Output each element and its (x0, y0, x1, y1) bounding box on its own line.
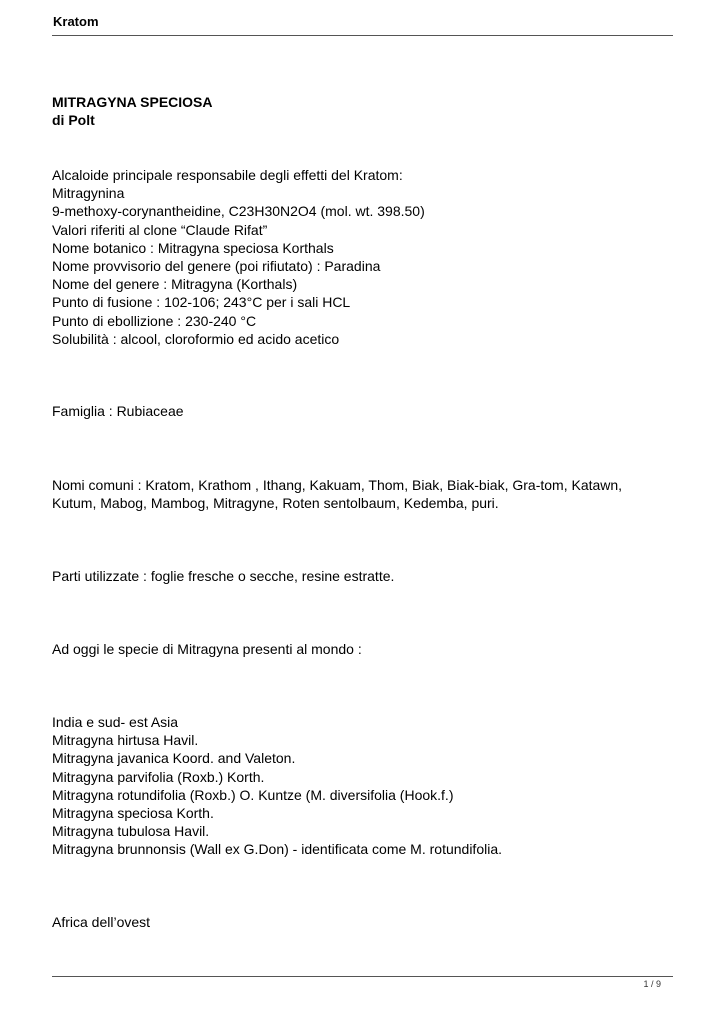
info-block (52, 166, 425, 348)
info-line: Nome botanico : Mitragyna speciosa Korthals (52, 239, 334, 256)
species-line: Mitragyna hirtusa Havil. (52, 732, 199, 749)
asia-species-list (52, 713, 502, 859)
info-line: 9-methoxy-corynantheidine, C23H30N2O4 (mol. wt. 398.50) (52, 203, 425, 220)
info-line: Solubilità : alcool, cloroformio ed acido acetico (52, 330, 340, 347)
specie-intro-paragraph (52, 640, 362, 658)
famiglia-text: Famiglia : Rubiaceae (52, 403, 184, 419)
species-line: India e sud- est Asia (52, 714, 179, 730)
info-line: Punto di ebollizione : 230-240 °C (52, 312, 257, 329)
title-line-2: di Polt (52, 112, 95, 128)
specie-intro-text: Ad oggi le specie di Mitragyna presenti al mondo : (52, 641, 362, 657)
species-line: Mitragyna parvifolia (Roxb.) Korth. (52, 768, 265, 785)
info-line: Nome del genere : Mitragyna (Korthals) (52, 276, 298, 293)
nomi-comuni-line-1: Nomi comuni : Kratom, Krathom , Ithang, Kakuam, Thom, Biak, Biak-biak, Gra-tom, Katawn, (52, 477, 623, 493)
header-divider (52, 35, 673, 36)
nomi-comuni-line-2: Kutum, Mabog, Mambog, Mitragyne, Roten sentolbaum, Kedemba, puri. (52, 495, 499, 512)
africa-text: Africa dell’ovest (52, 914, 151, 930)
info-line: Nome provvisorio del genere (poi rifiutato) : Paradina (52, 258, 381, 275)
parti-paragraph (52, 567, 394, 585)
famiglia-paragraph (52, 402, 184, 420)
document-title (52, 93, 213, 129)
africa-paragraph (52, 913, 150, 931)
nomi-comuni-paragraph (52, 476, 622, 512)
info-line: Mitragynina (52, 185, 125, 202)
info-line: Punto di fusione : 102-106; 243°C per i sali HCL (52, 294, 351, 311)
info-line: Valori riferiti al clone “Claude Rifat” (52, 221, 268, 238)
footer-divider (52, 976, 673, 977)
page-number: 1 / 9 (643, 979, 661, 989)
parti-text: Parti utilizzate : foglie fresche o secche, resine estratte. (52, 568, 395, 584)
species-line: Mitragyna brunnonsis (Wall ex G.Don) - identificata come M. rotundifolia. (52, 841, 502, 858)
species-line: Mitragyna tubulosa Havil. (52, 823, 210, 840)
info-line: Alcaloide principale responsabile degli effetti del Kratom: (52, 167, 403, 183)
species-line: Mitragyna javanica Koord. and Valeton. (52, 750, 296, 767)
species-line: Mitragyna rotundifolia (Roxb.) O. Kuntze (M. diversifolia (Hook.f.) (52, 786, 454, 803)
species-line: Mitragyna speciosa Korth. (52, 805, 214, 822)
header-title: Kratom (53, 14, 99, 29)
title-line-1: MITRAGYNA SPECIOSA (52, 94, 213, 110)
